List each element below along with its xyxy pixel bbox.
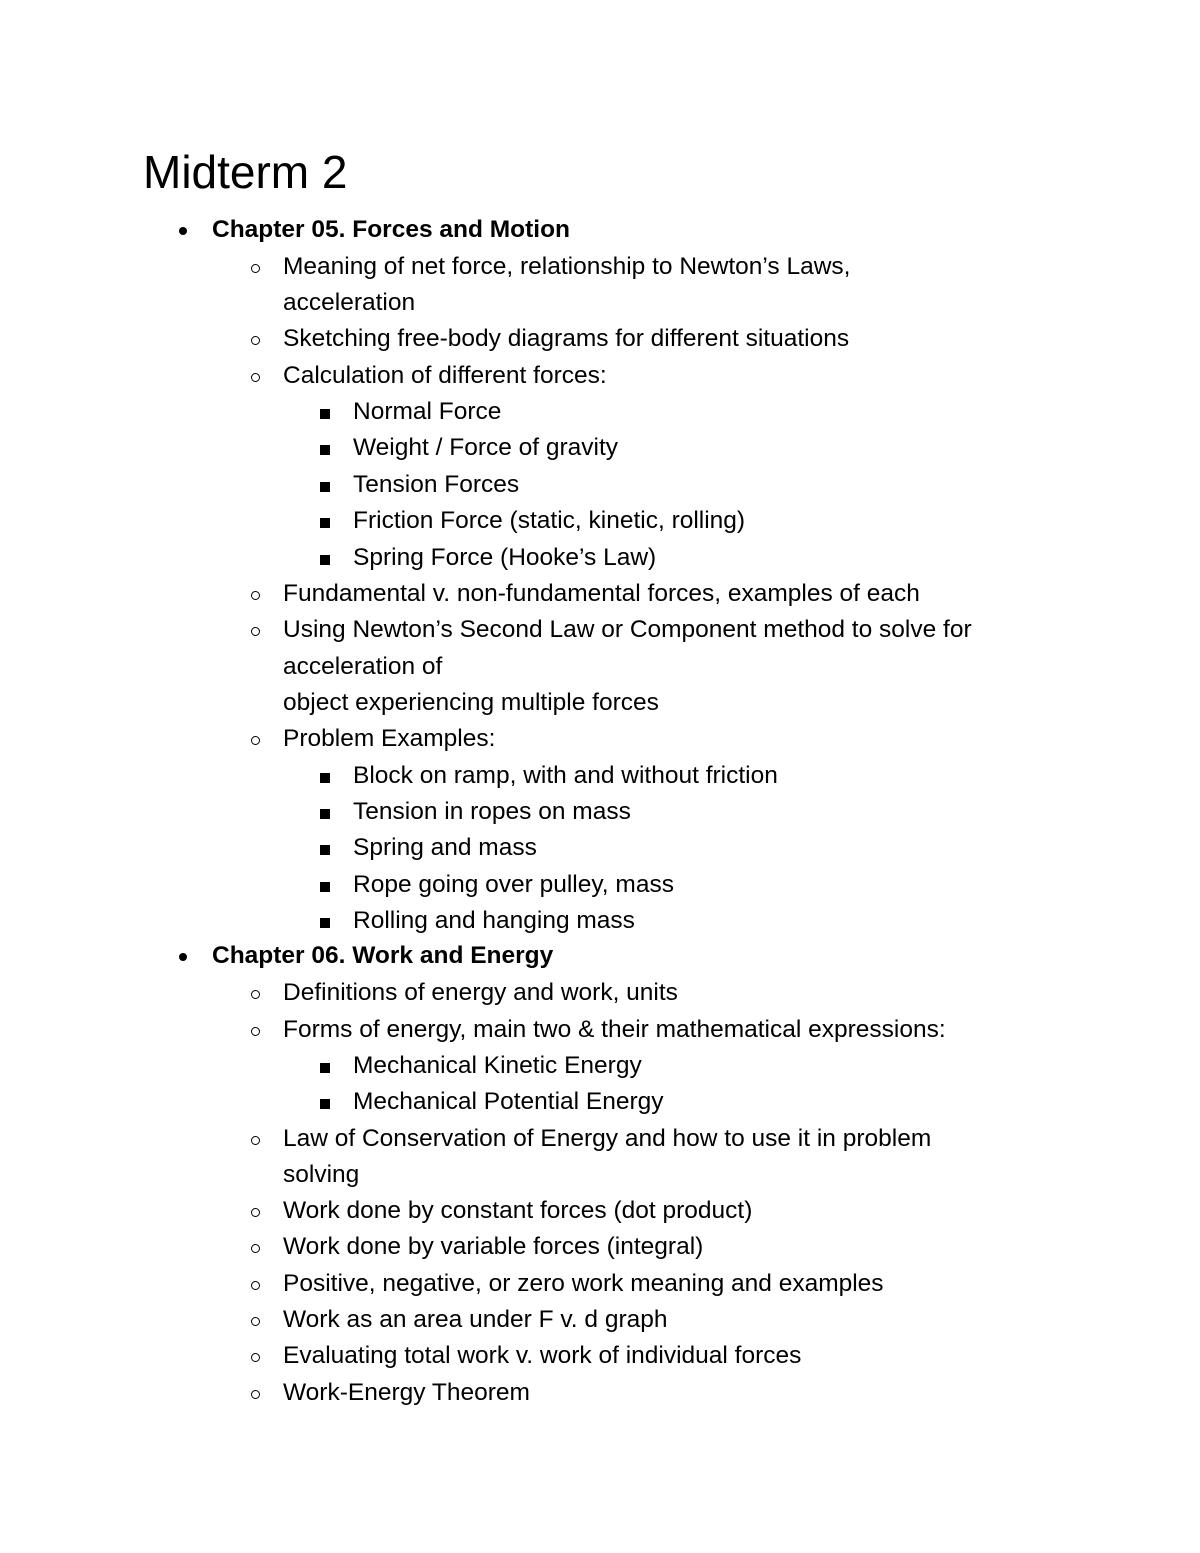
square-bullet-icon (319, 506, 335, 536)
list-item: Positive, negative, or zero work meaning and examples (283, 1270, 884, 1297)
sub-list-item: Mechanical Kinetic Energy (353, 1052, 642, 1079)
circle-bullet-icon (249, 252, 265, 282)
square-bullet-icon (319, 797, 335, 827)
circle-bullet-icon (249, 1341, 265, 1371)
list-item: Meaning of net force, relationship to Newton’s Laws, (283, 253, 851, 280)
circle-bullet-icon (249, 724, 265, 754)
list-item: Law of Conservation of Energy and how to use it in problem (283, 1125, 932, 1152)
square-bullet-icon (319, 543, 335, 573)
circle-bullet-icon (249, 1124, 265, 1154)
sub-list-item: Mechanical Potential Energy (353, 1088, 664, 1115)
sub-list-item: Friction Force (static, kinetic, rolling) (353, 507, 746, 534)
page-title: Midterm 2 (143, 146, 348, 198)
circle-bullet-icon (249, 324, 265, 354)
list-item: Work done by constant forces (dot product) (283, 1197, 753, 1224)
bullet-icon (176, 215, 192, 245)
square-bullet-icon (319, 397, 335, 427)
chapter-heading: Chapter 06. Work and Energy (212, 942, 554, 969)
circle-bullet-icon (249, 1378, 265, 1408)
sub-list-item: Rolling and hanging mass (353, 907, 635, 934)
circle-bullet-icon (249, 978, 265, 1008)
circle-bullet-icon (249, 1015, 265, 1045)
list-item: Evaluating total work v. work of individual forces (283, 1342, 802, 1369)
square-bullet-icon (319, 1051, 335, 1081)
list-item: Work as an area under F v. d graph (283, 1306, 668, 1333)
sub-list-item: Spring Force (Hooke’s Law) (353, 544, 657, 571)
list-item: Definitions of energy and work, units (283, 979, 678, 1006)
circle-bullet-icon (249, 1269, 265, 1299)
list-item: Forms of energy, main two & their mathematical expressions: (283, 1016, 946, 1043)
list-item: Using Newton’s Second Law or Component method to solve for (283, 616, 972, 643)
sub-list-item: Tension in ropes on mass (353, 798, 631, 825)
square-bullet-icon (319, 433, 335, 463)
list-item: Work-Energy Theorem (283, 1379, 530, 1406)
square-bullet-icon (319, 833, 335, 863)
circle-bullet-icon (249, 1305, 265, 1335)
square-bullet-icon (319, 761, 335, 791)
square-bullet-icon (319, 870, 335, 900)
sub-list-item: Weight / Force of gravity (353, 434, 619, 461)
square-bullet-icon (319, 1087, 335, 1117)
list-item-continuation: acceleration of (283, 653, 443, 680)
list-item: Problem Examples: (283, 725, 496, 752)
list-item-continuation: object experiencing multiple forces (283, 689, 659, 716)
list-item: Calculation of different forces: (283, 362, 607, 389)
circle-bullet-icon (249, 615, 265, 645)
list-item: Sketching free-body diagrams for different situations (283, 325, 850, 352)
circle-bullet-icon (249, 579, 265, 609)
sub-list-item: Block on ramp, with and without friction (353, 762, 778, 789)
chapter-heading: Chapter 05. Forces and Motion (212, 216, 571, 243)
circle-bullet-icon (249, 1232, 265, 1262)
circle-bullet-icon (249, 1196, 265, 1226)
sub-list-item: Normal Force (353, 398, 502, 425)
circle-bullet-icon (249, 361, 265, 391)
list-item-continuation: solving (283, 1161, 360, 1188)
list-item-continuation: acceleration (283, 289, 416, 316)
list-item: Work done by variable forces (integral) (283, 1233, 704, 1260)
square-bullet-icon (319, 470, 335, 500)
list-item: Fundamental v. non-fundamental forces, examples of each (283, 580, 920, 607)
sub-list-item: Spring and mass (353, 834, 537, 861)
bullet-icon (176, 941, 192, 971)
sub-list-item: Rope going over pulley, mass (353, 871, 674, 898)
sub-list-item: Tension Forces (353, 471, 520, 498)
square-bullet-icon (319, 906, 335, 936)
